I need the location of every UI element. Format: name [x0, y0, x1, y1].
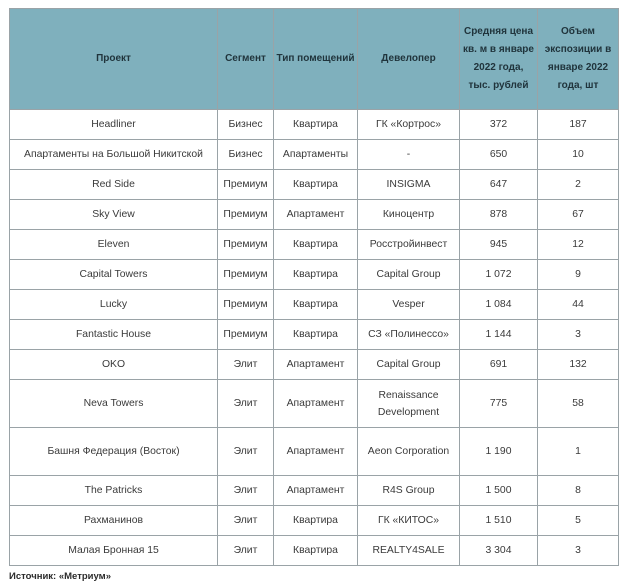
avg-price-cell: 1 510 [460, 506, 538, 536]
listings-table [9, 8, 619, 566]
avg-price-cell: 372 [460, 110, 538, 140]
header-row [10, 9, 619, 110]
developer-cell: ГК «КИТОС» [358, 506, 460, 536]
segment-cell: Элит [218, 380, 274, 428]
exposure-cell: 58 [538, 380, 619, 428]
developer-cell: Capital Group [358, 260, 460, 290]
exposure-cell: 2 [538, 170, 619, 200]
header-project: Проект [10, 9, 218, 110]
project-cell: Fantastic House [10, 320, 218, 350]
header-premises-type: Тип помещений [274, 9, 358, 110]
project-cell: Sky View [10, 200, 218, 230]
table-row [10, 476, 619, 506]
developer-cell: Росстройинвест [358, 230, 460, 260]
avg-price-cell: 1 072 [460, 260, 538, 290]
header-segment: Сегмент [218, 9, 274, 110]
exposure-cell: 8 [538, 476, 619, 506]
table-row [10, 380, 619, 428]
segment-cell: Элит [218, 350, 274, 380]
segment-cell: Элит [218, 428, 274, 476]
segment-cell: Элит [218, 476, 274, 506]
developer-cell: Aeon Corporation [358, 428, 460, 476]
source-note: Источник: «Метриум» [9, 571, 111, 582]
project-cell: OKO [10, 350, 218, 380]
premises-type-cell: Апартамент [274, 380, 358, 428]
table-row [10, 428, 619, 476]
table-row [10, 320, 619, 350]
table-row [10, 536, 619, 566]
avg-price-cell: 1 190 [460, 428, 538, 476]
developer-cell: - [358, 140, 460, 170]
premises-type-cell: Квартира [274, 230, 358, 260]
table-body [10, 110, 619, 566]
premises-type-cell: Квартира [274, 260, 358, 290]
exposure-cell: 5 [538, 506, 619, 536]
avg-price-cell: 650 [460, 140, 538, 170]
table-row [10, 170, 619, 200]
developer-cell: СЗ «Полинессо» [358, 320, 460, 350]
table-row [10, 230, 619, 260]
exposure-cell: 9 [538, 260, 619, 290]
table-row [10, 200, 619, 230]
project-cell: Red Side [10, 170, 218, 200]
segment-cell: Элит [218, 506, 274, 536]
project-cell: Рахманинов [10, 506, 218, 536]
exposure-cell: 1 [538, 428, 619, 476]
premises-type-cell: Квартира [274, 290, 358, 320]
premises-type-cell: Квартира [274, 110, 358, 140]
premises-type-cell: Апартамент [274, 350, 358, 380]
segment-cell: Премиум [218, 290, 274, 320]
premises-type-cell: Апартамент [274, 428, 358, 476]
developer-cell: ГК «Кортрос» [358, 110, 460, 140]
exposure-cell: 132 [538, 350, 619, 380]
avg-price-cell: 3 304 [460, 536, 538, 566]
segment-cell: Премиум [218, 200, 274, 230]
premises-type-cell: Квартира [274, 536, 358, 566]
table-row [10, 290, 619, 320]
table-row [10, 260, 619, 290]
developer-cell: REALTY4SALE [358, 536, 460, 566]
developer-cell: Renaissance Development [358, 380, 460, 428]
project-cell: Башня Федерация (Восток) [10, 428, 218, 476]
exposure-cell: 3 [538, 536, 619, 566]
premises-type-cell: Апартамент [274, 200, 358, 230]
avg-price-cell: 775 [460, 380, 538, 428]
exposure-cell: 67 [538, 200, 619, 230]
project-cell: Малая Бронная 15 [10, 536, 218, 566]
segment-cell: Премиум [218, 170, 274, 200]
premises-type-cell: Апартамент [274, 476, 358, 506]
premises-type-cell: Апартаменты [274, 140, 358, 170]
exposure-cell: 12 [538, 230, 619, 260]
developer-cell: INSIGMA [358, 170, 460, 200]
exposure-cell: 44 [538, 290, 619, 320]
header-avg-price: Средняя цена кв. м в январе 2022 года, тыс. рублей [460, 9, 538, 110]
table-row [10, 110, 619, 140]
header-exposure-volume: Объем экспозиции в январе 2022 года, шт [538, 9, 619, 110]
segment-cell: Премиум [218, 320, 274, 350]
avg-price-cell: 1 500 [460, 476, 538, 506]
premises-type-cell: Квартира [274, 170, 358, 200]
avg-price-cell: 945 [460, 230, 538, 260]
premises-type-cell: Квартира [274, 320, 358, 350]
segment-cell: Бизнес [218, 140, 274, 170]
exposure-cell: 3 [538, 320, 619, 350]
table-row [10, 350, 619, 380]
avg-price-cell: 1 144 [460, 320, 538, 350]
developer-cell: Vesper [358, 290, 460, 320]
avg-price-cell: 691 [460, 350, 538, 380]
segment-cell: Премиум [218, 230, 274, 260]
exposure-cell: 10 [538, 140, 619, 170]
premises-type-cell: Квартира [274, 506, 358, 536]
project-cell: Capital Towers [10, 260, 218, 290]
table-row [10, 506, 619, 536]
table-row [10, 140, 619, 170]
project-cell: Headliner [10, 110, 218, 140]
developer-cell: Киноцентр [358, 200, 460, 230]
avg-price-cell: 1 084 [460, 290, 538, 320]
exposure-cell: 187 [538, 110, 619, 140]
segment-cell: Бизнес [218, 110, 274, 140]
project-cell: Eleven [10, 230, 218, 260]
project-cell: Neva Towers [10, 380, 218, 428]
avg-price-cell: 878 [460, 200, 538, 230]
project-cell: Апартаменты на Большой Никитской [10, 140, 218, 170]
segment-cell: Элит [218, 536, 274, 566]
avg-price-cell: 647 [460, 170, 538, 200]
project-cell: Lucky [10, 290, 218, 320]
header-developer: Девелопер [358, 9, 460, 110]
developer-cell: Capital Group [358, 350, 460, 380]
segment-cell: Премиум [218, 260, 274, 290]
project-cell: The Patricks [10, 476, 218, 506]
developer-cell: R4S Group [358, 476, 460, 506]
